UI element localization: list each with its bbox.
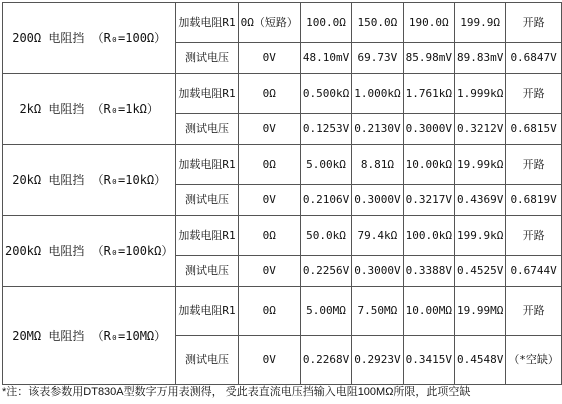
load-value-cell: 50.0kΩ	[300, 216, 351, 256]
range-label-cell: 2kΩ 电阻挡 （R₀=1kΩ）	[3, 74, 176, 145]
load-value-cell: 0.500kΩ	[300, 74, 351, 114]
voltage-value-cell: 0.3212V	[454, 114, 505, 145]
load-value-cell: 开路	[506, 216, 562, 256]
range-label-cell: 20MΩ 电阻挡 （R₀=10MΩ）	[3, 287, 176, 385]
voltage-value-cell: 0V	[238, 43, 300, 74]
voltage-value-cell: 0.4369V	[454, 185, 505, 216]
load-value-cell: 5.00kΩ	[300, 145, 351, 185]
load-value-cell: 150.0Ω	[352, 3, 403, 43]
voltage-value-cell: 0.2268V	[300, 336, 351, 385]
load-value-cell: 19.99MΩ	[454, 287, 505, 336]
voltage-value-cell: 0.3415V	[403, 336, 454, 385]
voltage-value-cell: 0V	[238, 336, 300, 385]
load-value-cell: 8.81Ω	[352, 145, 403, 185]
load-value-cell: 1.000kΩ	[352, 74, 403, 114]
range-label-cell: 20kΩ 电阻挡 （R₀=10kΩ）	[3, 145, 176, 216]
table-row	[3, 287, 562, 336]
load-resistor-label: 加载电阻R1	[176, 145, 238, 185]
load-resistor-label: 加载电阻R1	[176, 287, 238, 336]
load-resistor-label: 加载电阻R1	[176, 216, 238, 256]
load-value-cell: 10.00MΩ	[403, 287, 454, 336]
load-value-cell: 1.999kΩ	[454, 74, 505, 114]
load-value-cell: 开路	[506, 3, 562, 43]
load-value-cell: 199.9Ω	[454, 3, 505, 43]
voltage-value-cell: 0.3217V	[403, 185, 454, 216]
load-value-cell: 199.9kΩ	[454, 216, 505, 256]
voltage-value-cell: 0.4548V	[454, 336, 505, 385]
voltage-value-cell: 0V	[238, 185, 300, 216]
load-value-cell: 10.00kΩ	[403, 145, 454, 185]
table-row	[3, 74, 562, 114]
voltage-value-cell: 0.2130V	[352, 114, 403, 145]
load-value-cell: 开路	[506, 287, 562, 336]
load-value-cell: 79.4kΩ	[352, 216, 403, 256]
measurement-table	[2, 2, 562, 385]
voltage-value-cell: 0.2106V	[300, 185, 351, 216]
load-value-cell: 5.00MΩ	[300, 287, 351, 336]
voltage-value-cell: 0.6819V	[506, 185, 562, 216]
load-resistor-label: 加载电阻R1	[176, 74, 238, 114]
load-value-cell: 0Ω（短路）	[238, 3, 300, 43]
load-value-cell: 1.761kΩ	[403, 74, 454, 114]
voltage-value-cell: 0.2923V	[352, 336, 403, 385]
load-value-cell: 7.50MΩ	[352, 287, 403, 336]
load-value-cell: 0Ω	[238, 287, 300, 336]
load-value-cell: 0Ω	[238, 145, 300, 185]
voltage-value-cell: 69.73V	[352, 43, 403, 74]
test-voltage-label: 测试电压	[176, 256, 238, 287]
voltage-value-cell: 0V	[238, 256, 300, 287]
load-value-cell: 0Ω	[238, 74, 300, 114]
voltage-value-cell: 0.2256V	[300, 256, 351, 287]
load-value-cell: 100.0Ω	[300, 3, 351, 43]
table-row	[3, 3, 562, 43]
voltage-value-cell: 0.6815V	[506, 114, 562, 145]
voltage-value-cell: 0.6847V	[506, 43, 562, 74]
load-value-cell: 100.0kΩ	[403, 216, 454, 256]
voltage-value-cell: 0V	[238, 114, 300, 145]
load-value-cell: 开路	[506, 74, 562, 114]
voltage-value-cell: 85.98mV	[403, 43, 454, 74]
voltage-value-cell: 0.3000V	[403, 114, 454, 145]
load-value-cell: 0Ω	[238, 216, 300, 256]
voltage-value-cell: 0.4525V	[454, 256, 505, 287]
load-value-cell: 开路	[506, 145, 562, 185]
voltage-value-cell: 48.10mV	[300, 43, 351, 74]
test-voltage-label: 测试电压	[176, 43, 238, 74]
range-label-cell: 200kΩ 电阻挡 （R₀=100kΩ）	[3, 216, 176, 287]
load-value-cell: 190.0Ω	[403, 3, 454, 43]
test-voltage-label: 测试电压	[176, 336, 238, 385]
test-voltage-label: 测试电压	[176, 185, 238, 216]
voltage-value-cell: 0.3388V	[403, 256, 454, 287]
voltage-value-cell: 0.3000V	[352, 256, 403, 287]
table-row	[3, 216, 562, 256]
voltage-value-cell: （*空缺）	[506, 336, 562, 385]
table-body	[3, 3, 562, 385]
footnote: *注：该表参数用DT830A型数字万用表测得， 受此表直流电压挡输入电阻100MΩ所限，此项空缺	[2, 386, 471, 398]
table-row	[3, 145, 562, 185]
load-resistor-label: 加载电阻R1	[176, 3, 238, 43]
load-value-cell: 19.99kΩ	[454, 145, 505, 185]
voltage-value-cell: 89.83mV	[454, 43, 505, 74]
voltage-value-cell: 0.3000V	[352, 185, 403, 216]
voltage-value-cell: 0.1253V	[300, 114, 351, 145]
voltage-value-cell: 0.6744V	[506, 256, 562, 287]
test-voltage-label: 测试电压	[176, 114, 238, 145]
range-label-cell: 200Ω 电阻挡 （R₀=100Ω）	[3, 3, 176, 74]
